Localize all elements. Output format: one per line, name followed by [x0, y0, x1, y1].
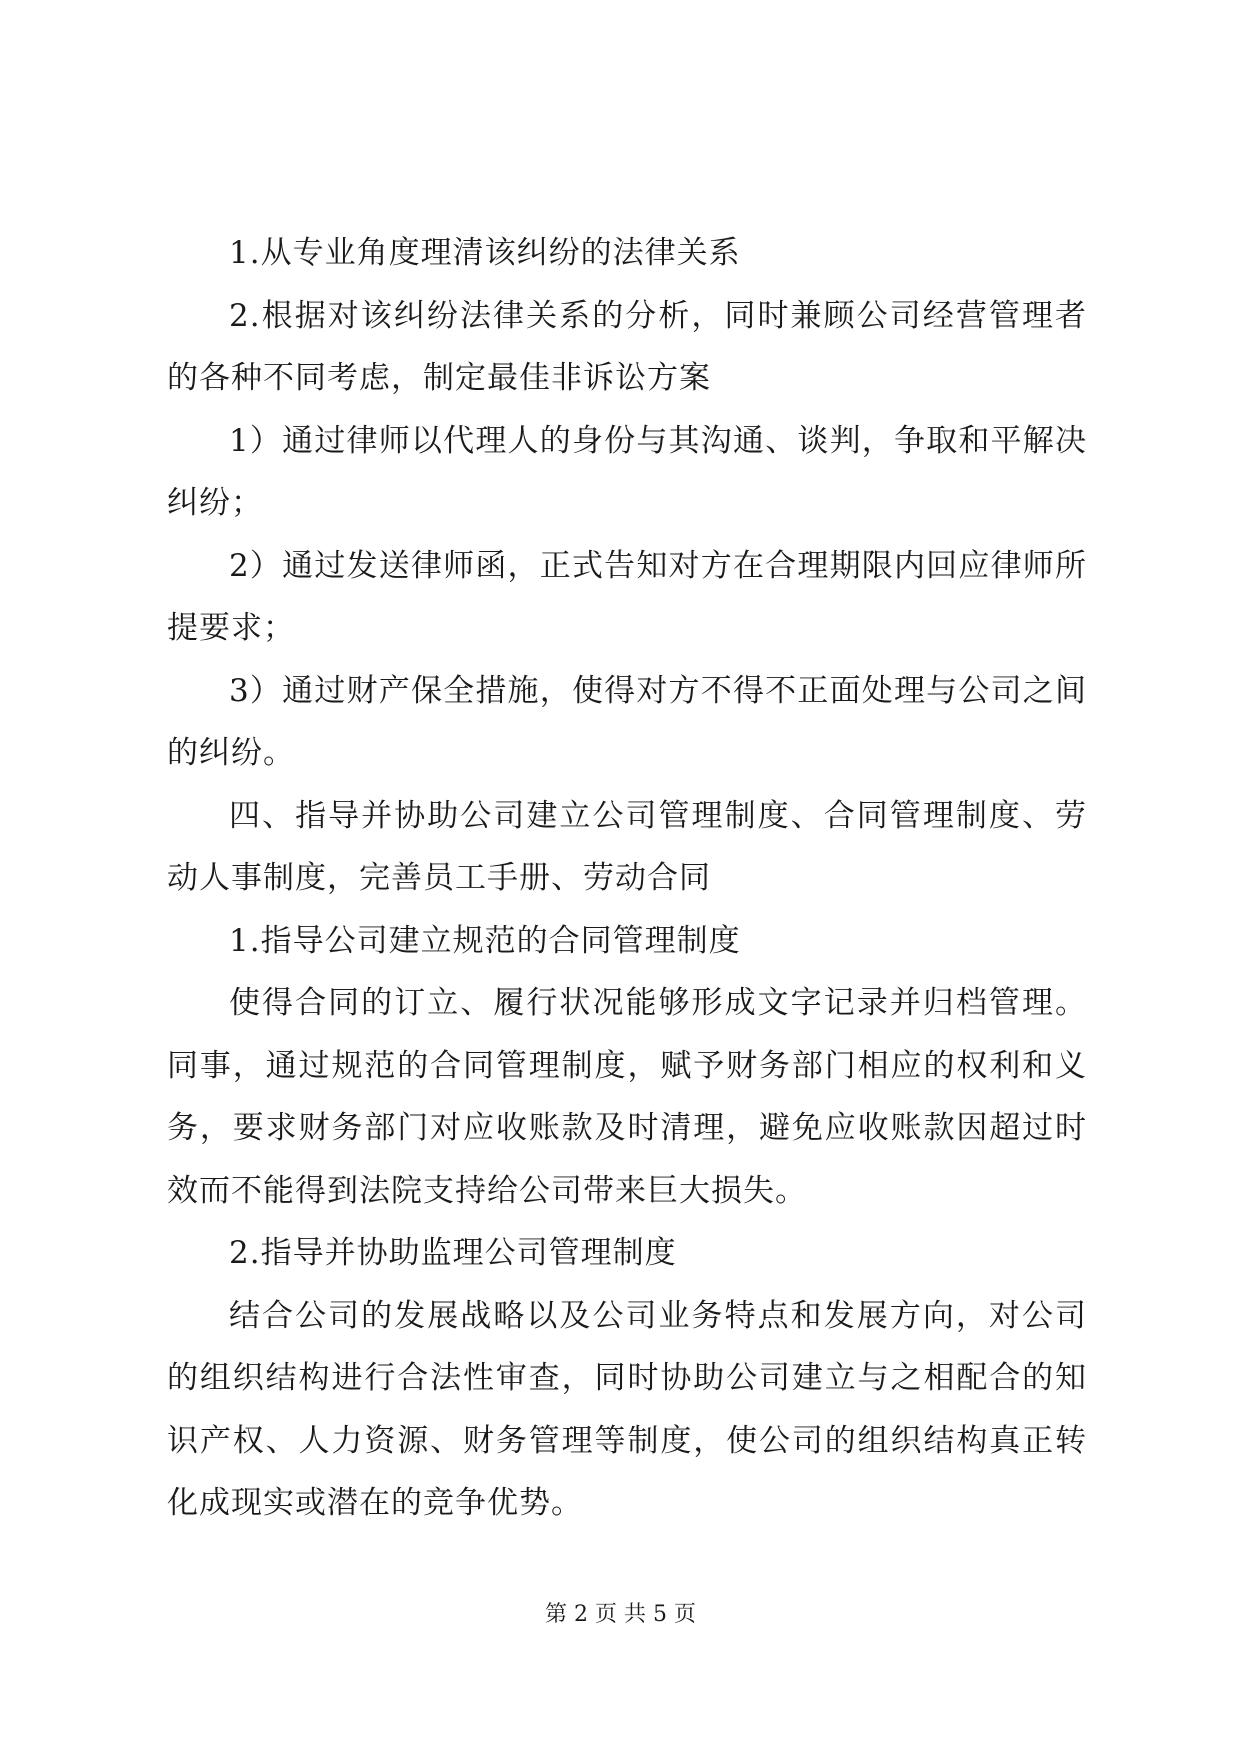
paragraph: 1.指导公司建立规范的合同管理制度 [229, 922, 741, 959]
section-heading: 四、指导并协助公司建立公司管理制度、合同管理制度、劳动人事制度，完善员工手册、劳动合同 [167, 797, 1087, 896]
paragraph: 3）通过财产保全措施，使得对方不得不正面处理与公司之间的纠纷。 [167, 672, 1087, 771]
paragraph: 2.指导并协助监理公司管理制度 [229, 1235, 677, 1271]
paragraph: 2.根据对该纠纷法律关系的分析，同时兼顾公司经营管理者的各种不同考虑，制定最佳非诉讼方案 [167, 297, 1087, 396]
paragraph: 结合公司的发展战略以及公司业务特点和发展方向，对公司的组织结构进行合法性审查，同时协助公司建立与之相配合的知识产权、人力资源、财务管理等制度，使公司的组织结构真正转化成现实或潜在的竞争优势。 [167, 1297, 1087, 1521]
paragraph: 1）通过律师以代理人的身份与其沟通、谈判，争取和平解决纠纷； [167, 422, 1087, 521]
page-number-footer: 第 2 页 共 5 页 [545, 1602, 696, 1627]
paragraph: 1.从专业角度理清该纠纷的法律关系 [229, 235, 741, 271]
paragraph: 使得合同的订立、履行状况能够形成文字记录并归档管理。同事，通过规范的合同管理制度，赋予财务部门相应的权利和义务，要求财务部门对应收账款及时清理，避免应收账款因超过时效而不能得到法院支持给公司带来巨大损失。 [167, 985, 1087, 1209]
paragraph: 2）通过发送律师函，正式告知对方在合理期限内回应律师所提要求； [167, 547, 1087, 646]
document-body [167, 222, 1087, 1535]
